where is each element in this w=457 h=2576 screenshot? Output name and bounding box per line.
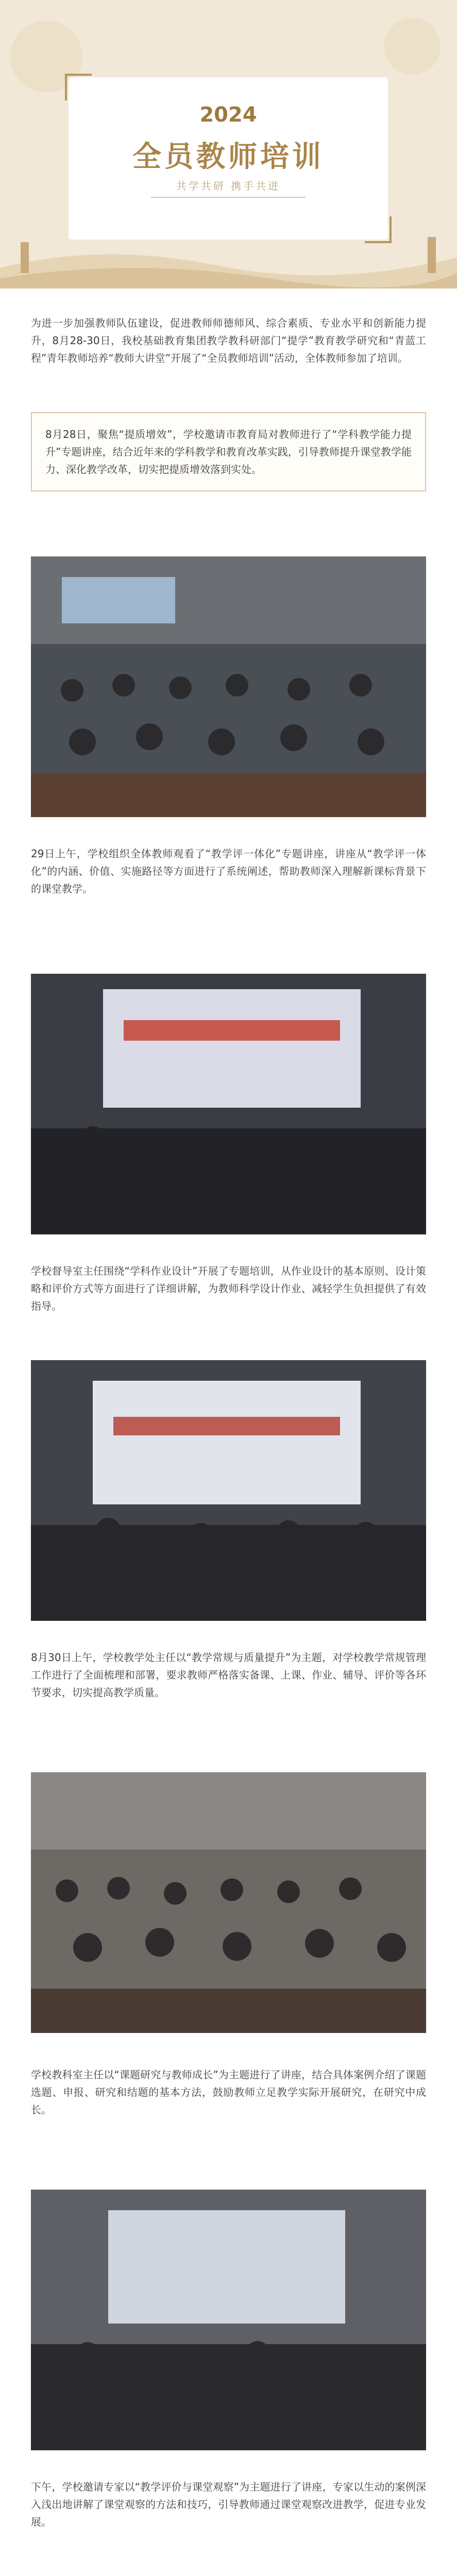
body-paragraph: 8月28日，聚焦“提质增效”，学校邀请市教育局对教师进行了“学科教学能力提升”专题讲座，结合近年来的学科教学和教育改革实践，引导教师提升课堂教学能力、深化教学改革，切实把提质增效落到实处。 [31, 412, 426, 492]
header-title-card [69, 77, 388, 240]
corner-ornament-icon [362, 214, 393, 245]
event-photo [31, 1360, 426, 1621]
corner-ornament-icon [63, 72, 94, 103]
event-photo [31, 1772, 426, 2033]
intro-paragraph: 为进一步加强教师队伍建设，促进教师师德师风、综合素质、专业水平和创新能力提升，8月28-30日，我校基础教育集团教学教科研部门“提学”教育教学研究和“青蓝工程”青年教师培养“教师大讲堂”开展了“全员教师培训”活动，全体教师参加了培训。 [31, 317, 426, 364]
header-banner [0, 0, 457, 289]
event-photo [31, 974, 426, 1234]
event-photo [31, 556, 426, 817]
body-paragraph: 下午，学校邀请专家以“教学评价与课堂观察”为主题进行了讲座，专家以生动的案例深入浅出地讲解了课堂观察的方法和技巧，引导教师通过课堂观察改进教学，促进专业发展。 [31, 2481, 426, 2528]
body-paragraph: 学校教科室主任以“课题研究与教师成长”为主题进行了讲座，结合具体案例介绍了课题选题、申报、研究和结题的基本方法，鼓励教师立足教学实际开展研究，在研究中成长。 [31, 2069, 426, 2116]
header-year: 2024 [199, 103, 257, 127]
header-subtitle: 共学共研 携手共进 [176, 180, 281, 192]
body-paragraph: 8月30日上午，学校教学处主任以“教学常规与质量提升”为主题，对学校教学常规管理工作进行了全面梳理和部署，要求教师严格落实备课、上课、作业、辅导、评价等各环节要求，切实提高教学质量。 [31, 1651, 426, 1699]
body-paragraph: 29日上午，学校组织全体教师观看了“教学评一体化”专题讲座，讲座从“教学评一体化”的内涵、价值、实施路径等方面进行了系统阐述，帮助教师深入理解新课标背景下的课堂教学。 [31, 848, 426, 895]
page-title: 全员教师培训 [132, 140, 324, 174]
divider [151, 197, 306, 198]
body-paragraph: 学校督导室主任围绕“学科作业设计”开展了专题培训，从作业设计的基本原则、设计策略和评价方式等方面进行了详细讲解，为教师科学设计作业、减轻学生负担提供了有效指导。 [31, 1265, 426, 1312]
event-photo [31, 2190, 426, 2450]
